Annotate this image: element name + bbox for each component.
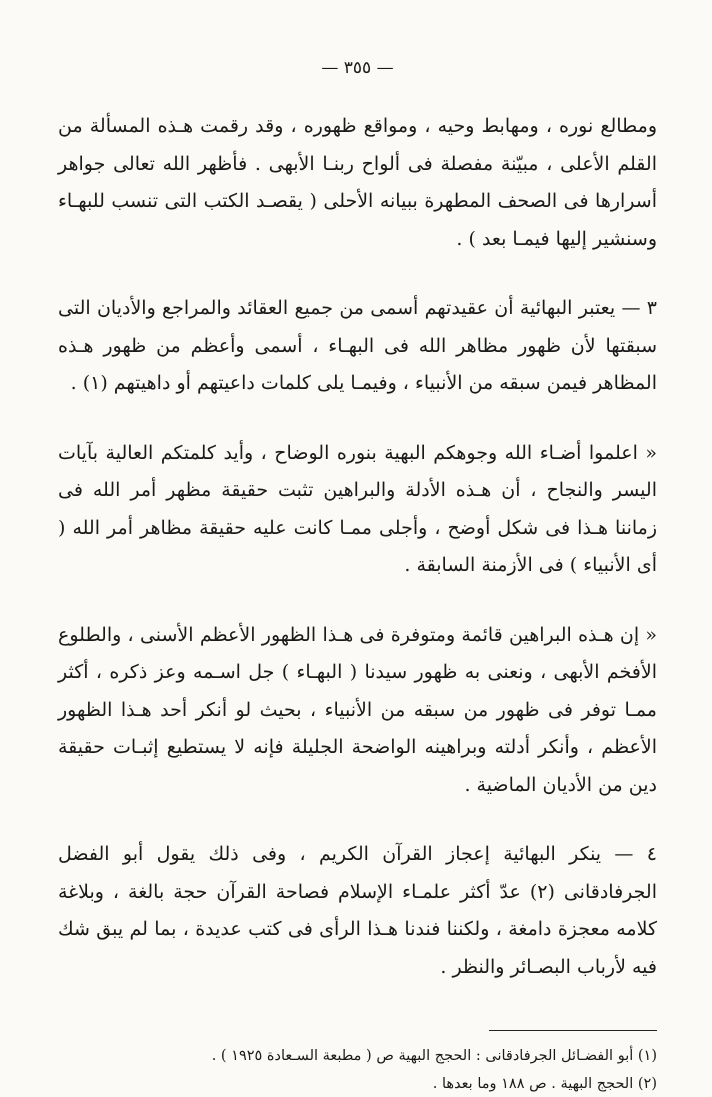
paragraph-point-4: ٤ — ينكر البهائية إعجاز القرآن الكريم ، وفى ذلك يقول أبو الفضل الجرفادقانى (٢) عدّ أكثر علمـاء الإسلام فصاحة القرآن حجة بالغة ، وبلاغة كلامه معجزة دامغة ، ولكننا فندنا هـذا الرأى فى كتب عديدة ، بما لم يبق شك فيه لأرباب البصـائر والنظر . (58, 843, 657, 978)
paragraph-point-3: ٣ — يعتبر البهائية أن عقيدتهم أسمى من جميع العقائد والمراجع والأديان التى سبقتها لأن ظهور مظاهر الله فى البهـاء ، أسمى وأعظم من ظهور هـذه المظاهر فيمن سبقه من الأنبياء ، وفيمـا يلى كلمات داعيتهم أو داهيتهم (١) . (58, 297, 657, 394)
paragraph-quote-2: « إن هـذه البراهين قائمة ومتوفرة فى هـذا الظهور الأعظم الأسنى ، والطلوع الأفخم الأبهى ، ونعنى به ظهور سيدنا ( البهـاء ) جل اسـمه وعز ذكره ، أكثر ممـا توفر فى ظهور من سبقه من الأنبياء ، بحيث لو أنكر أحد هـذا الظهور الأعظم ، وأنكر أدلته وبراهينه الواضحة الجليلة فإنه لا يستطيع إثبـات حقيقة دين من الأديان الماضية . (58, 623, 657, 796)
footnote-divider (489, 1030, 657, 1031)
paragraph-quote-1: « اعلموا أضـاء الله وجوهكم البهية بنوره الوضاح ، وأيد كلمتكم العالية بآيات اليسر والنجاح ، أن هـذه الأدلة والبراهين تثبت حقيقة مظهر أمر الله فى زماننا هـذا فى شكل أوضح ، وأجلى ممـا كانت عليه حقيقة مظاهر أمر الله ( أى الأنبياء ) فى الأزمنة السابقة . (58, 441, 657, 576)
page-number: — ٣٥٥ — (321, 58, 394, 78)
footnote-1: (١) أبو الفضـائل الجرفادقانى : الحجج البهية ص ( مطبعة السـعادة ١٩٢٥ ) . (211, 1048, 657, 1064)
footnotes (58, 1043, 657, 1097)
paragraph-continuation: ومطالع نوره ، ومهابط وحيه ، ومواقع ظهوره ، وقد رقمت هـذه المسألة من القلم الأعلى ، مبيّنة مفصلة فى ألواح ربنـا الأبهى . فأظهر الله تعالى جواهر أسرارها فى الصحف المطهرة ببيانه الأحلى ( يقصـد الكتب التى تنسب للبهـاء وسنشير إليها فيمـا بعد ) . (58, 115, 657, 250)
footnote-2: (٢) الحجج البهية . ص ١٨٨ وما بعدها . (432, 1076, 657, 1092)
